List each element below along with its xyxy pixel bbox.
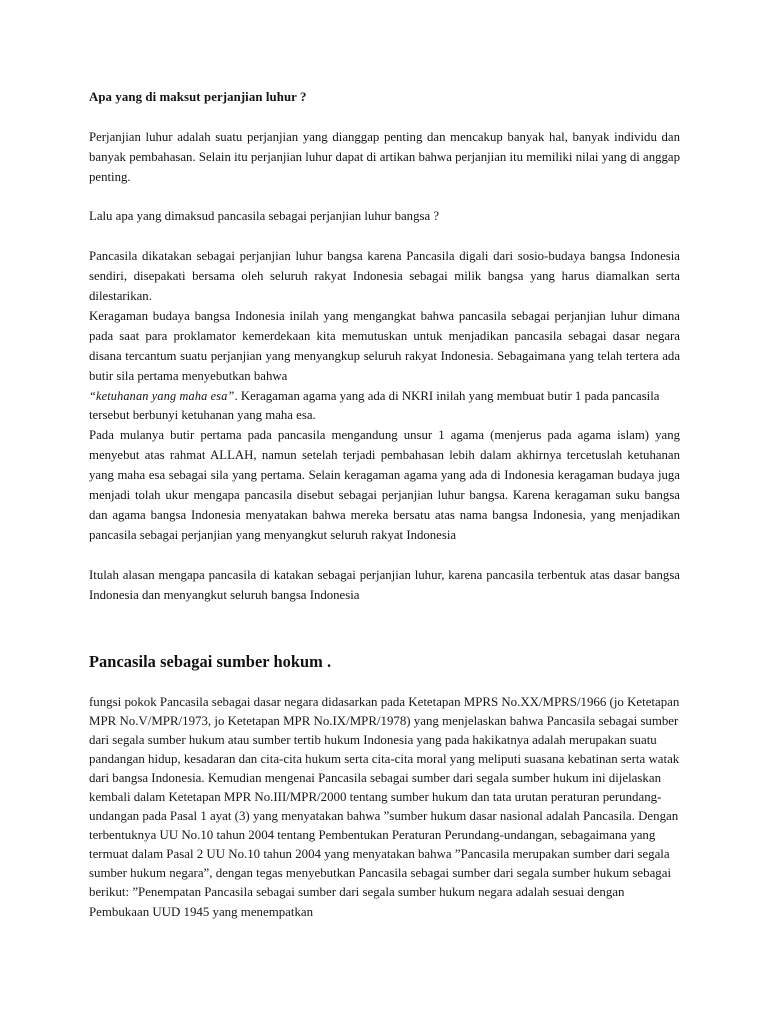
spacer	[89, 188, 680, 208]
section1-paragraph-2: Pancasila dikatakan sebagai perjanjian luhur bangsa karena Pancasila digali dari sosio-budaya bangsa Indonesia sendiri, disepakati bersama oleh seluruh rakyat Indonesia sebagai milik bangsa yang harus diamalkan serta dilestarikan.	[89, 249, 680, 304]
section1-title: Apa yang di maksut perjanjian luhur ?	[89, 90, 307, 104]
section2-heading: Pancasila sebagai sumber hokum .	[89, 651, 332, 671]
spacer	[89, 227, 680, 247]
section-sumber-hukum	[89, 693, 681, 922]
section1-question-2: Lalu apa yang dimaksud pancasila sebagai perjanjian luhur bangsa ?	[89, 209, 440, 224]
section1-paragraph-3: Keragaman budaya bangsa Indonesia inilah yang mengangkat bahwa pancasila sebagai perjanjian luhur dimana pada saat para proklamator kemerdekaan kita memutuskan untuk menjadikan pancasila sebagai dasar negara disana tercantum suatu perjanjian yang menyangkup seluruh rakyat Indonesia. Sebagaimana yang telah tertera ada butir sila pertama menyebutkan bahwa	[89, 308, 680, 383]
section1-paragraph-1: Perjanjian luhur adalah suatu perjanjian yang dianggap penting dan mencakup banyak hal, banyak individu dan banyak pembahasan. Selain itu perjanjian luhur dapat di artikan bahwa perjanjian itu memiliki nilai yang di anggap penting.	[89, 129, 680, 184]
quote-ketuhanan-rest: . Keragaman agama yang ada di NKRI inilah yang membuat butir 1 pada pancasila tersebut berbunyi ketuhanan yang maha esa.	[89, 388, 660, 423]
document-body	[89, 88, 680, 922]
spacer	[89, 606, 680, 651]
section-perjanjian-luhur	[89, 88, 680, 606]
section2-body: fungsi pokok Pancasila sebagai dasar negara didasarkan pada Ketetapan MPRS No.XX/MPRS/1966 (jo Ketetapan MPR No.V/MPR/1973, jo Ketetapan MPR No.IX/MPR/1978) yang menjelaskan bahwa Pancasila sebagai sumber dari segala sumber hukum atau sumber tertib hukum Indonesia yang pada hakikatnya adalah merupakan suatu pandangan hidup, kesadaran dan cita-cita hukum serta cita-cita moral yang meliputi suasana kebatinan serta watak dari bangsa Indonesia. Kemudian mengenai Pancasila sebagai sumber dari segala sumber hukum ini dijelaskan kembali dalam Ketetapan MPR No.III/MPR/2000 tentang sumber hukum dan tata urutan peraturan perundang-undangan pada Pasal 1 ayat (3) yang menyatakan bahwa ”sumber hukum dasar nasional adalah Pancasila. Dengan terbentuknya UU No.10 tahun 2004 tentang Pembentukan Peraturan Perundang-undangan, sebagaimana yang termuat dalam Pasal 2 UU No.10 tahun 2004 yang menyatakan bahwa ”Pancasila merupakan sumber dari segala sumber hukum negara”, dengan tegas menyebutkan Pancasila sebagai sumber dari segala sumber hukum sebagai berikut: ”Penempatan Pancasila sebagai sumber dari segala sumber hukum negara adalah sesuai dengan Pembukaan UUD 1945 yang menempatkan	[89, 694, 680, 919]
section1-quote-line	[89, 387, 680, 427]
spacer	[89, 673, 680, 693]
section1-paragraph-4: Pada mulanya butir pertama pada pancasila mengandung unsur 1 agama (menjerus pada agama islam) yang menyebut atas rahmat ALLAH, namun setelah terjadi pembahasan lebih dalam akhirnya tercetuslah ketuhanan yang maha esa sebagai sila yang pertama. Selain keragaman agama yang ada di Indonesia keragaman budaya juga menjadi tolah ukur mengapa pancasila disebut sebagai perjanjian luhur bangsa. Karena keragaman suku bangsa dan agama bangsa Indonesia menyatakan bahwa mereka bersatu atas nama bangsa Indonesia, yang menjadikan pancasila sebagai perjanjian yang menyangkut seluruh rakyat Indonesia	[89, 428, 680, 542]
spacer	[89, 546, 680, 566]
quote-ketuhanan-italic: “ketuhanan yang maha esa”	[89, 388, 235, 403]
spacer	[89, 108, 680, 128]
section1-paragraph-5: Itulah alasan mengapa pancasila di katakan sebagai perjanjian luhur, karena pancasila terbentuk atas dasar bangsa Indonesia dan menyangkut seluruh bangsa Indonesia	[89, 567, 680, 602]
